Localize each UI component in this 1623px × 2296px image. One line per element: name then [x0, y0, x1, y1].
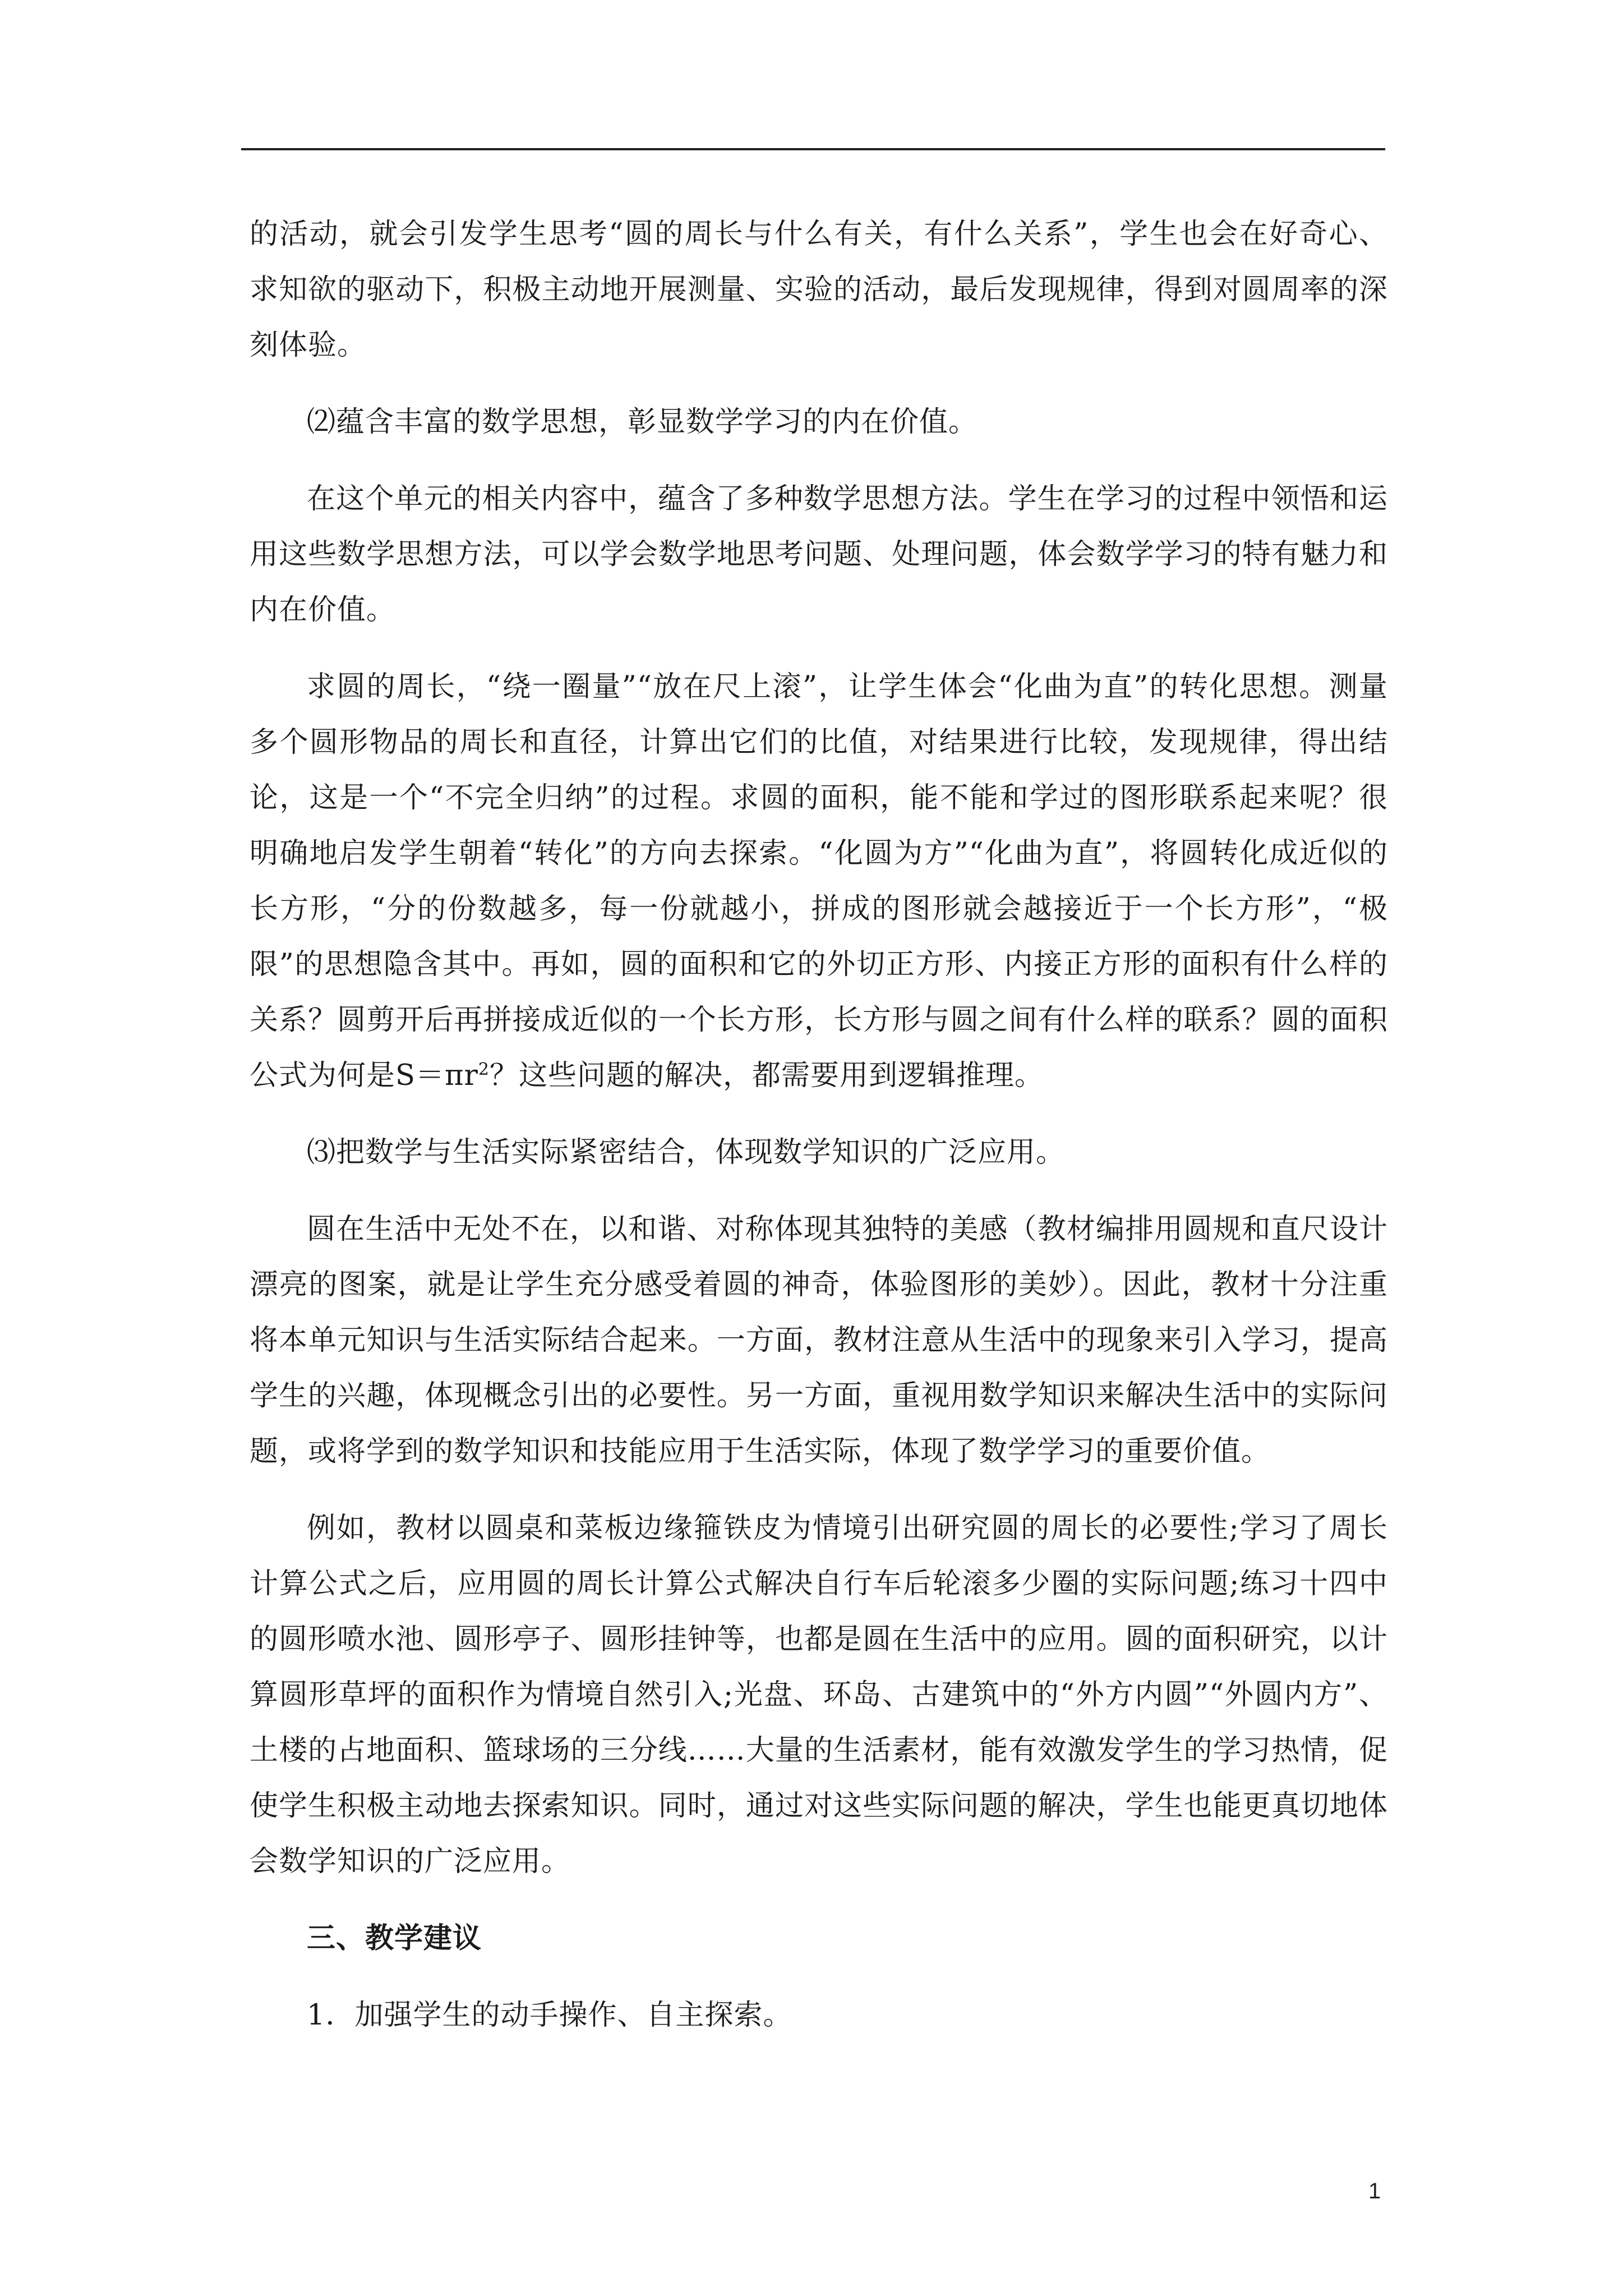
paragraph-circumference-tail: ？这些问题的解决，都需要用到逻辑推理。 [489, 1059, 1044, 1092]
heading-math-thinking: ⑵蕴含丰富的数学思想，彰显数学学习的内在价值。 [307, 406, 978, 439]
list-item-hands-on: 1．加强学生的动手操作、自主探索。 [307, 1999, 792, 2032]
paragraph-circumference-area [250, 659, 1388, 1103]
header-rule [241, 148, 1385, 150]
page-number: 1 [1368, 2179, 1381, 2203]
section-heading-teaching-suggestions: 三、教学建议 [307, 1921, 482, 1955]
heading-life-application: ⑶把数学与生活实际紧密结合，体现数学知识的广泛应用。 [307, 1136, 1066, 1169]
paragraph-circle-beauty: 圆在生活中无处不在，以和谐、对称体现其独特的美感（教材编排用圆规和直尺设计漂亮的图案，就是让学生充分感受着圆的神奇，体验图形的美妙）。因此，教材十分注重将本单元知识与生活实际结合起来。一方面，教材注意从生活中的现象来引入学习，提高学生的兴趣，体现概念引出的必要性。另一方面，重视用数学知识来解决生活中的实际问题，或将学到的数学知识和技能应用于生活实际，体现了数学学习的重要价值。 [250, 1213, 1388, 1468]
document-body [250, 206, 1388, 2064]
paragraph-circle-activity: 的活动，就会引发学生思考“圆的周长与什么有关，有什么关系”，学生也会在好奇心、求知欲的驱动下，积极主动地开展测量、实验的活动，最后发现规律，得到对圆周率的深刻体验。 [250, 218, 1388, 362]
paragraph-examples: 例如，教材以圆桌和菜板边缘箍铁皮为情境引出研究圆的周长的必要性;学习了周长计算公式之后，应用圆的周长计算公式解决自行车后轮滚多少圈的实际问题;练习十四中的圆形喷水池、圆形亭子、圆形挂钟等，也都是圆在生活中的应用。圆的面积研究，以计算圆形草坪的面积作为情境自然引入;光盘、环岛、古建筑中的“外方内圆”“外圆内方”、土楼的占地面积、篮球场的三分线……大量的生活素材，能有效激发学生的学习热情，促使学生积极主动地去探索知识。同时，通过对这些实际问题的解决，学生也能更真切地体会数学知识的广泛应用。 [250, 1512, 1388, 1878]
superscript-two: 2 [478, 1060, 490, 1079]
paragraph-thinking-methods: 在这个单元的相关内容中，蕴含了多种数学思想方法。学生在学习的过程中领悟和运用这些数学思想方法，可以学会数学地思考问题、处理问题，体会数学学习的特有魅力和内在价值。 [250, 482, 1388, 627]
paragraph-circumference-text: 求圆的周长，“绕一圈量”“放在尺上滚”，让学生体会“化曲为直”的转化思想。测量多个圆形物品的周长和直径，计算出它们的比值，对结果进行比较，发现规律，得出结论，这是一个“不完全归纳”的过程。求圆的面积，能不能和学过的图形联系起来呢？很明确地启发学生朝着“转化”的方向去探索。“化圆为方”“化曲为直”，将圆转化成近似的长方形，“分的份数越多，每一份就越小，拼成的图形就会越接近于一个长方形”，“极限”的思想隐含其中。再如，圆的面积和它的外切正方形、内接正方形的面积有什么样的关系？圆剪开后再拼接成近似的一个长方形，长方形与圆之间有什么样的联系？圆的面积公式为何是S＝πr [250, 670, 1388, 1092]
